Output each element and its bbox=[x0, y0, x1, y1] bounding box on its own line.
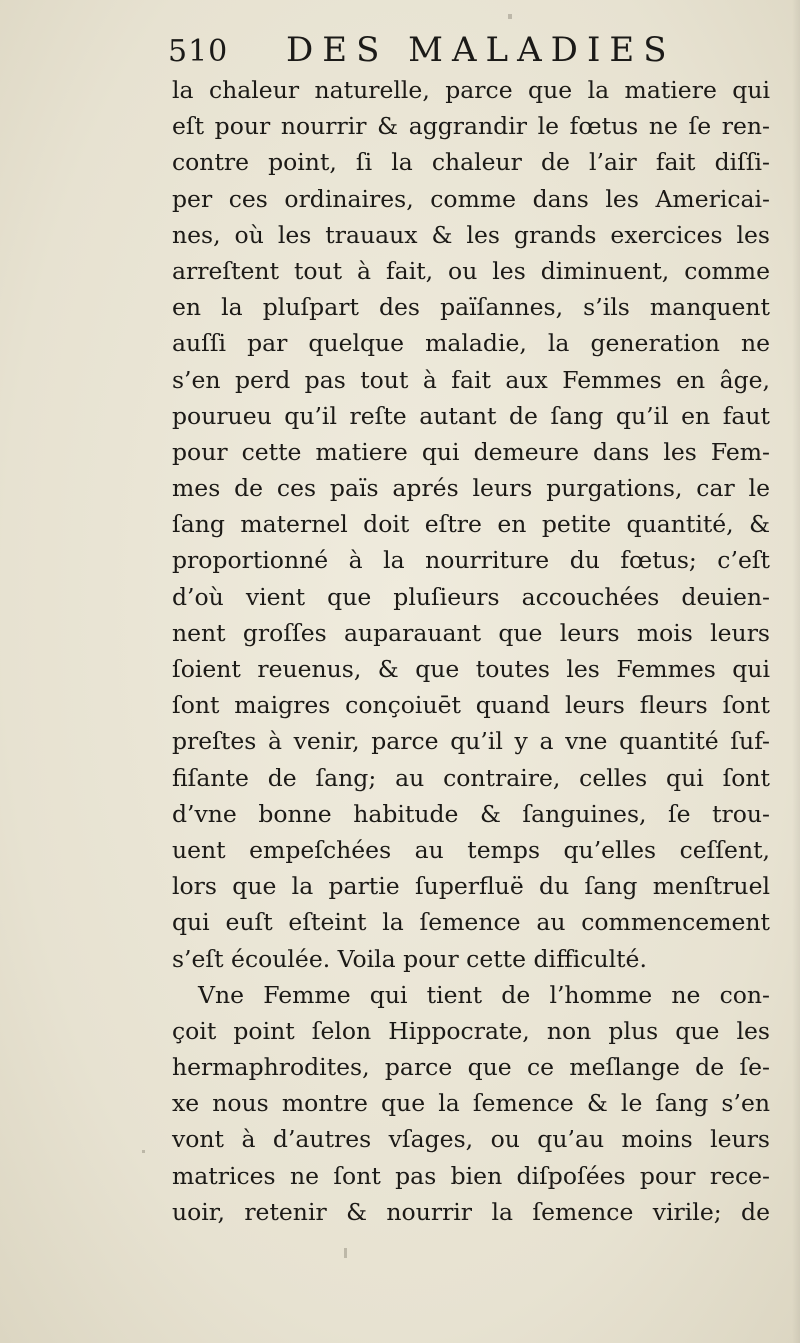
text-line: arreſtent tout à fait, ou les diminuent, comme bbox=[172, 256, 770, 285]
text-line: eſt pour nourrir & aggrandir le fœtus ne ſe ren- bbox=[172, 112, 770, 141]
text-line: ſoient reuenus, & que toutes les Femmes qui bbox=[172, 655, 770, 683]
text-line: la chaleur naturelle, parce que la matiere qui bbox=[172, 76, 770, 104]
text-line: proportionné à la nourriture du fœtus; c’eſt bbox=[172, 546, 770, 575]
text-line: lors que la partie ſuperfluë du ſang menſtruel bbox=[172, 872, 770, 901]
text-line: s’eſt écoulée. Voila pour cette difficulté. bbox=[172, 944, 647, 973]
text-line: xe nous montre que la ſemence & le ſang s’en bbox=[172, 1089, 770, 1118]
text-line: uoir, retenir & nourrir la ſemence virile; de bbox=[172, 1197, 770, 1226]
text-line: d’vne bonne habitude & ſanguines, ſe trou- bbox=[172, 799, 770, 828]
text-line: en la pluſpart des païſannes, s’ils manquent bbox=[172, 293, 770, 322]
text-line: matrices ne ſont pas bien diſpoſées pour rece- bbox=[172, 1161, 770, 1190]
text-line: vont à d’autres vſages, ou qu’au moins leurs bbox=[172, 1125, 770, 1154]
body-text bbox=[172, 72, 770, 1230]
text-line: ſont maigres conçoiuēt quand leurs fleurs ſont bbox=[172, 691, 770, 720]
running-title: DES MALADIES bbox=[286, 30, 676, 70]
text-line: d’où vient que pluſieurs accouchées deuien- bbox=[172, 582, 770, 611]
text-line: fiſante de ſang; au contraire, celles qui ſont bbox=[172, 763, 770, 792]
page-header bbox=[168, 28, 768, 72]
paragraph-start-line: Vne Femme qui tient de l’homme ne con- bbox=[198, 980, 770, 1009]
text-line: çoit point ſelon Hippocrate, non plus que les bbox=[172, 1016, 770, 1045]
text-line: pour cette matiere qui demeure dans les Fem- bbox=[172, 437, 770, 466]
text-line: qui euſt eſteint la ſemence au commencement bbox=[172, 908, 770, 937]
text-line: s’en perd pas tout à fait aux Femmes en âge, bbox=[172, 365, 770, 394]
text-line: ſang maternel doit eſtre en petite quantité, & bbox=[172, 510, 770, 539]
text-line: uent empeſchées au temps qu’elles ceſſent, bbox=[172, 835, 770, 864]
text-line: pourueu qu’il reſte autant de ſang qu’il en faut bbox=[172, 401, 770, 430]
text-line: nes, où les trauaux & les grands exercices les bbox=[172, 220, 770, 249]
ink-speck bbox=[142, 1150, 145, 1153]
text-line: mes de ces païs aprés leurs purgations, car le bbox=[172, 474, 770, 503]
page-number: 510 bbox=[168, 34, 229, 69]
text-line: auſſi par quelque maladie, la generation ne bbox=[172, 329, 770, 358]
ink-speck bbox=[344, 1248, 347, 1258]
ink-speck bbox=[508, 14, 512, 19]
text-line: per ces ordinaires, comme dans les Americai- bbox=[172, 184, 770, 213]
page-edge-shadow bbox=[792, 0, 800, 1343]
text-line: contre point, ſi la chaleur de l’air fait diſſi- bbox=[172, 148, 770, 177]
text-line: nent groſſes auparauant que leurs mois leurs bbox=[172, 618, 770, 647]
text-line: hermaphrodites, parce que ce meſlange de ſe- bbox=[172, 1053, 770, 1082]
text-line: preſtes à venir, parce qu’il y a vne quantité ſuf- bbox=[172, 727, 770, 756]
